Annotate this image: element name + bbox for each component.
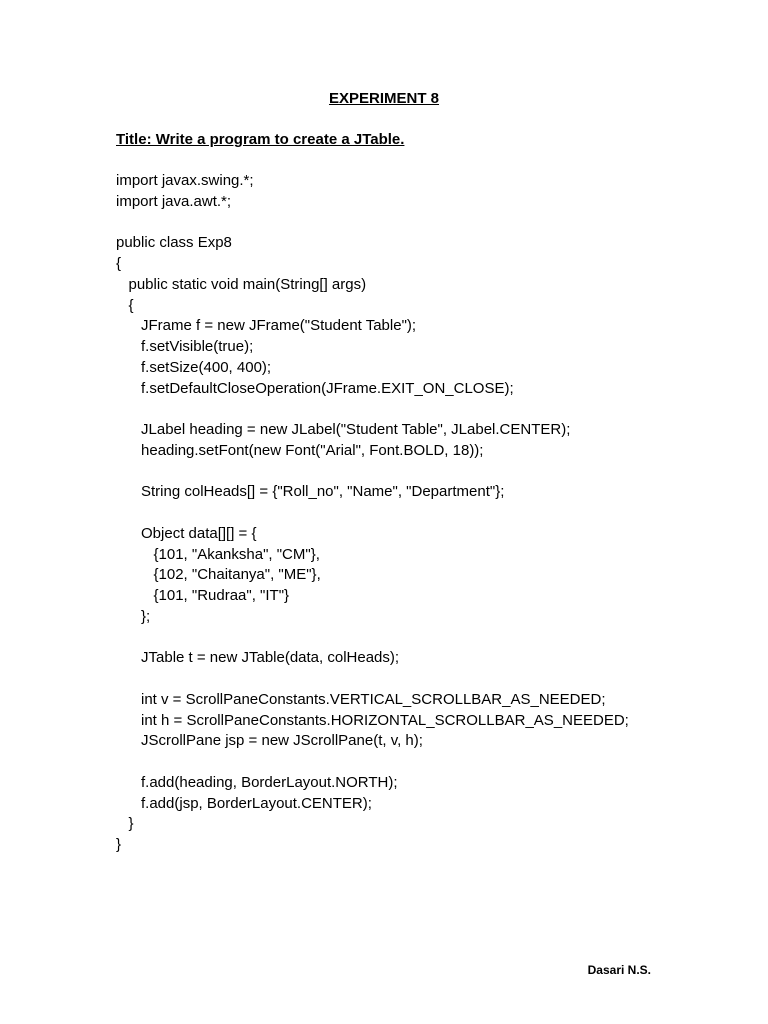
code-line: import java.awt.*; (116, 192, 232, 210)
code-line: { (116, 255, 122, 272)
code-listing (116, 171, 736, 856)
code-line (116, 462, 736, 483)
code-line: f.add(heading, BorderLayout.NORTH); (116, 773, 398, 791)
code-line: import javax.swing.*; (116, 172, 254, 189)
code-line: {101, "Rudraa", "IT"} (116, 587, 290, 604)
code-line: f.add(jsp, BorderLayout.CENTER); (116, 794, 372, 812)
code-line: JTable t = new JTable(data, colHeads); (116, 649, 400, 667)
code-line: } (116, 836, 122, 853)
code-line: int v = ScrollPaneConstants.VERTICAL_SCROLLBAR_AS_NEEDED; (116, 690, 606, 708)
code-line: JLabel heading = new JLabel("Student Table", JLabel.CENTER); (116, 421, 571, 438)
code-line: }; (116, 607, 151, 625)
code-line: Object data[][] = { (116, 524, 257, 542)
code-line (116, 503, 736, 524)
code-line (116, 628, 736, 649)
code-line: String colHeads[] = {"Roll_no", "Name", "Department"}; (116, 483, 505, 501)
code-line: {102, "Chaitanya", "ME"}, (116, 566, 321, 584)
code-line: public static void main(String[] args) (116, 275, 367, 293)
code-line: heading.setFont(new Font("Arial", Font.BOLD, 18)); (116, 441, 484, 459)
code-line: } (116, 815, 134, 833)
code-line (116, 752, 736, 773)
code-line (116, 213, 736, 234)
code-line: f.setVisible(true); (116, 338, 254, 355)
code-line (116, 669, 736, 690)
experiment-heading: EXPERIMENT 8 (328, 90, 440, 107)
code-line: f.setDefaultCloseOperation(JFrame.EXIT_ON_CLOSE); (116, 379, 514, 397)
experiment-title: Title: Write a program to create a JTable. (116, 131, 405, 148)
code-line (116, 399, 736, 420)
code-line: f.setSize(400, 400); (116, 358, 272, 376)
code-line: JFrame f = new JFrame("Student Table"); (116, 317, 417, 335)
code-line: JScrollPane jsp = new JScrollPane(t, v, h); (116, 732, 423, 750)
code-line: {101, "Akanksha", "CM"}, (116, 545, 320, 563)
code-line: { (116, 296, 134, 314)
code-line: public class Exp8 (116, 234, 232, 252)
author-name: Dasari N.S. (587, 963, 651, 977)
code-line: int h = ScrollPaneConstants.HORIZONTAL_SCROLLBAR_AS_NEEDED; (116, 711, 629, 729)
